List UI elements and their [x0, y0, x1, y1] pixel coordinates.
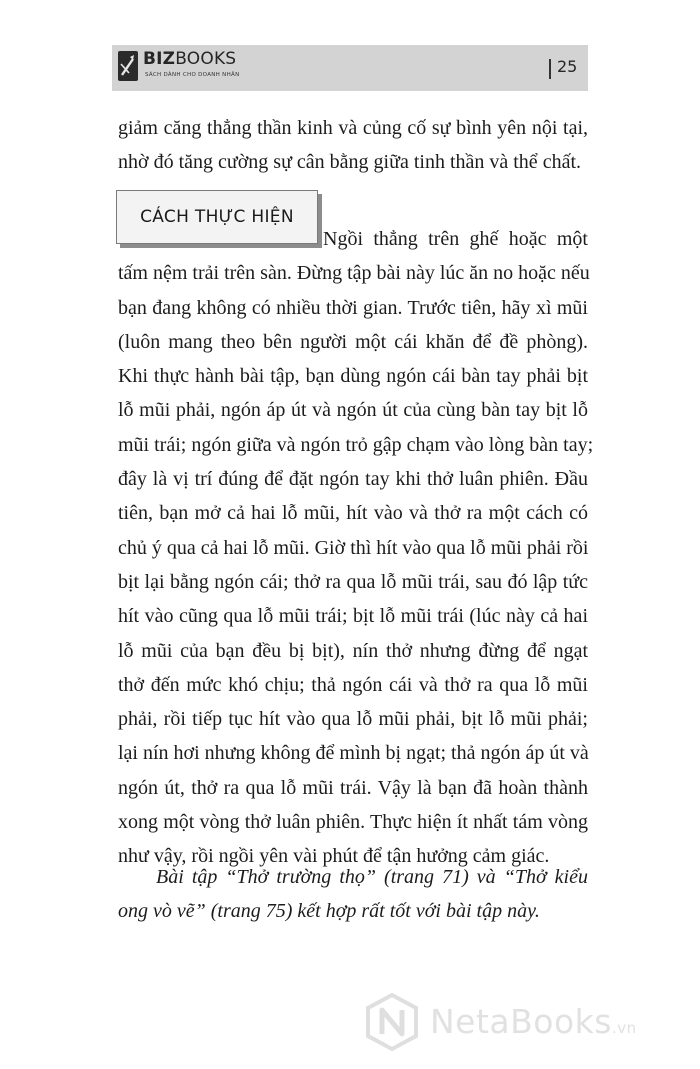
related-exercises-note — [118, 860, 588, 929]
text-line: ong vò vẽ” (trang 75) kết hợp rất tốt với bài tập này. — [118, 900, 540, 923]
text-line: đây là vị trí đúng để đặt ngón tay khi thở luân phiên. Đầu — [118, 468, 588, 491]
section-heading: CÁCH THỰC HIỆN — [140, 207, 294, 227]
bizbooks-logo-icon — [118, 51, 138, 81]
text-line: chủ ý qua cả hai lỗ mũi. Giờ thì hít vào qua lỗ mũi phải rồi — [118, 536, 589, 559]
text-line: xong một vòng thở luân phiên. Thực hiện ít nhất tám vòng — [118, 811, 588, 834]
watermark-text — [430, 1002, 637, 1041]
text-line: nhờ đó tăng cường sự cân bằng giữa tinh thần và thể chất. — [118, 151, 581, 174]
text-line: bạn đang không có nhiều thời gian. Trước tiên, hãy xì mũi — [118, 296, 588, 319]
page-number: 25 — [557, 57, 578, 76]
page-number-divider — [549, 59, 551, 79]
watermark-brand: NetaBooks — [430, 1002, 612, 1041]
text-line: Bài tập “Thở trường thọ” (trang 71) và “Thở kiểu — [156, 866, 588, 888]
text-line: thở đến mức khó chịu; thả ngón cái và thở ra qua lỗ mũi — [118, 673, 588, 696]
text-line: hít vào cũng qua lỗ mũi trái; bịt lỗ mũi trái (lúc này cả hai — [118, 605, 588, 628]
text-line: tiên, bạn mở cả hai lỗ mũi, hít vào và thở ra một cách có — [118, 502, 588, 525]
logo-name-bold: BIZ — [143, 49, 176, 69]
text-line: Khi thực hành bài tập, bạn dùng ngón cái bàn tay phải bịt — [118, 365, 588, 388]
text-line: như vậy, rồi ngồi yên vài phút để tận hưởng cảm giác. — [118, 845, 550, 868]
text-line: mũi trái; ngón giữa và ngón trỏ gập chạm vào lòng bàn tay; — [118, 433, 594, 456]
text-line: giảm căng thẳng thần kinh và củng cố sự bình yên nội tại, — [118, 117, 588, 139]
text-line: bịt lại bằng ngón cái; thở ra qua lỗ mũi trái, sau đó lập tức — [118, 570, 588, 593]
instructions-paragraph — [118, 222, 594, 874]
text-line: (luôn mang theo bên người một cái khăn để đề phòng). — [118, 330, 588, 353]
intro-paragraph — [118, 111, 588, 180]
page-header — [112, 45, 588, 91]
text-line: tấm nệm trải trên sàn. Đừng tập bài này lúc ăn no hoặc nếu — [118, 262, 590, 285]
text-line: lỗ mũi phải, ngón áp út và ngón út của cùng bàn tay bịt lỗ — [118, 399, 588, 422]
text-line: lỗ mũi của bạn đều bị bịt), nín thở nhưng đừng để ngạt — [118, 639, 588, 662]
watermark-suffix: .vn — [611, 1019, 637, 1037]
text-line: lại nín hơi nhưng không để mình bị ngạt; thả ngón áp út và — [118, 742, 589, 765]
text-line: ngón út, thở ra qua lỗ mũi trái. Vậy là bạn đã hoàn thành — [118, 776, 588, 799]
logo-name — [143, 49, 236, 69]
logo-tagline: SÁCH DÀNH CHO DOANH NHÂN — [145, 72, 240, 78]
text-line: Ngồi thẳng trên ghế hoặc một — [323, 228, 588, 250]
text-line: phải, rồi tiếp tục hít vào qua lỗ mũi phải, bịt lỗ mũi phải; — [118, 708, 588, 731]
netabooks-logo-icon — [362, 992, 422, 1052]
logo-name-light: BOOKS — [175, 49, 237, 69]
